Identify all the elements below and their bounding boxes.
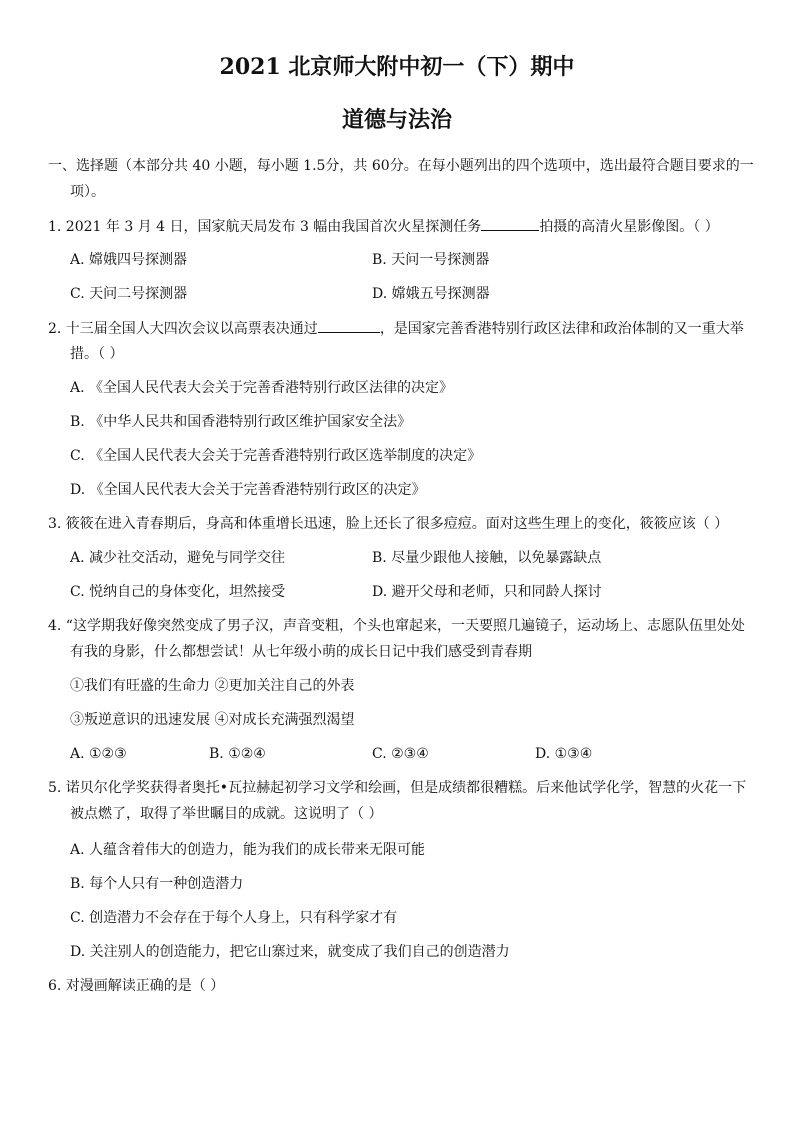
section-instruction: 一、选择题（本部分共 40 小题，每小题 1.5分，共 60分。在每小题列出的四个选项中，选出最符合题目要求的一 bbox=[48, 158, 754, 174]
answer-blank bbox=[318, 318, 380, 333]
question-6-stem: 6. 对漫画解读正确的是（ ） bbox=[48, 978, 225, 994]
question-3-option-a: A. 减少社交活动，避免与同学交往 bbox=[70, 550, 286, 566]
question-1-option-a: A. 嫦娥四号探测器 bbox=[70, 252, 188, 268]
question-4-stem-cont: 有我的身影，什么都想尝试！从七年级小萌的成长日记中我们感受到青春期 bbox=[70, 644, 532, 660]
question-5-option-c: C. 创造潜力不会存在于每个人身上，只有科学家才有 bbox=[70, 910, 398, 926]
question-4-statements-1-2: ①我们有旺盛的生命力 ②更加关注自己的外表 bbox=[70, 678, 355, 694]
question-3-option-c: C. 悦纳自己的身体变化，坦然接受 bbox=[70, 584, 286, 600]
section-instruction-cont: 项）。 bbox=[70, 184, 105, 200]
question-5-option-b: B. 每个人只有一种创造潜力 bbox=[70, 876, 244, 892]
question-2-option-d: D. 《全国人民代表大会关于完善香港特别行政区的决定》 bbox=[70, 482, 426, 498]
question-2-option-c: C. 《全国人民代表大会关于完善香港特别行政区选举制度的决定》 bbox=[70, 448, 482, 464]
question-1-stem-part2: 拍摄的高清火星影像图。（ ） bbox=[539, 219, 719, 235]
question-5-stem: 5. 诺贝尔化学奖获得者奥托•瓦拉赫起初学习文学和绘画，但是成绩都很糟糕。后来他试学化学，智慧的火花一下 bbox=[48, 780, 747, 796]
question-5-stem-cont: 被点燃了，取得了举世瞩目的成就。这说明了（ ） bbox=[70, 806, 383, 822]
question-4-statements-3-4: ③叛逆意识的迅速发展 ④对成长充满强烈渴望 bbox=[70, 712, 355, 728]
question-3-option-b: B. 尽量少跟他人接触，以免暴露缺点 bbox=[372, 550, 602, 566]
question-1-option-c: C. 天问二号探测器 bbox=[70, 286, 188, 302]
exam-title: 2021 北京师大附中初一（下）期中 bbox=[219, 54, 575, 80]
question-5-option-d: D. 关注别人的创造能力，把它山寨过来，就变成了我们自己的创造潜力 bbox=[70, 944, 510, 960]
exam-subject: 道德与法治 bbox=[341, 107, 452, 133]
question-3-option-d: D. 避开父母和老师，只和同龄人探讨 bbox=[372, 584, 602, 600]
question-4-option-b: B. ①②④ bbox=[209, 746, 266, 762]
question-1-stem-part1: 1. 2021 年 3 月 4 日，国家航天局发布 3 幅由我国首次火星探测任务 bbox=[48, 219, 482, 235]
question-2-stem-cont: 措。（ ） bbox=[70, 346, 124, 362]
question-4-option-c: C. ②③④ bbox=[372, 746, 429, 762]
question-1-stem bbox=[48, 216, 719, 237]
question-2-stem bbox=[48, 318, 744, 339]
answer-blank bbox=[481, 216, 539, 231]
question-5-option-a: A. 人蕴含着伟大的创造力，能为我们的成长带来无限可能 bbox=[70, 842, 426, 858]
question-1-option-b: B. 天问一号探测器 bbox=[372, 252, 490, 268]
question-4-option-a: A. ①②③ bbox=[70, 746, 127, 762]
question-4-stem: 4. “这学期我好像突然变成了男子汉，声音变粗，个头也窜起来，一天要照几遍镜子，运动场上、志愿队伍里处处 bbox=[48, 618, 745, 634]
question-3-stem: 3. 筱筱在进入青春期后，身高和体重增长迅速，脸上还长了很多痘痘。面对这些生理上的变化，筱筱应该（ ） bbox=[48, 516, 729, 532]
question-1-option-d: D. 嫦娥五号探测器 bbox=[372, 286, 490, 302]
question-2-stem-part1: 2. 十三届全国人大四次会议以高票表决通过 bbox=[48, 321, 318, 337]
question-4-option-d: D. ①③④ bbox=[535, 746, 593, 762]
question-2-stem-part2: ，是国家完善香港特别行政区法律和政治体制的又一重大举 bbox=[379, 321, 744, 337]
question-2-option-a: A. 《全国人民代表大会关于完善香港特别行政区法律的决定》 bbox=[70, 380, 454, 396]
question-2-option-b: B. 《中华人民共和国香港特别行政区维护国家安全法》 bbox=[70, 414, 412, 430]
